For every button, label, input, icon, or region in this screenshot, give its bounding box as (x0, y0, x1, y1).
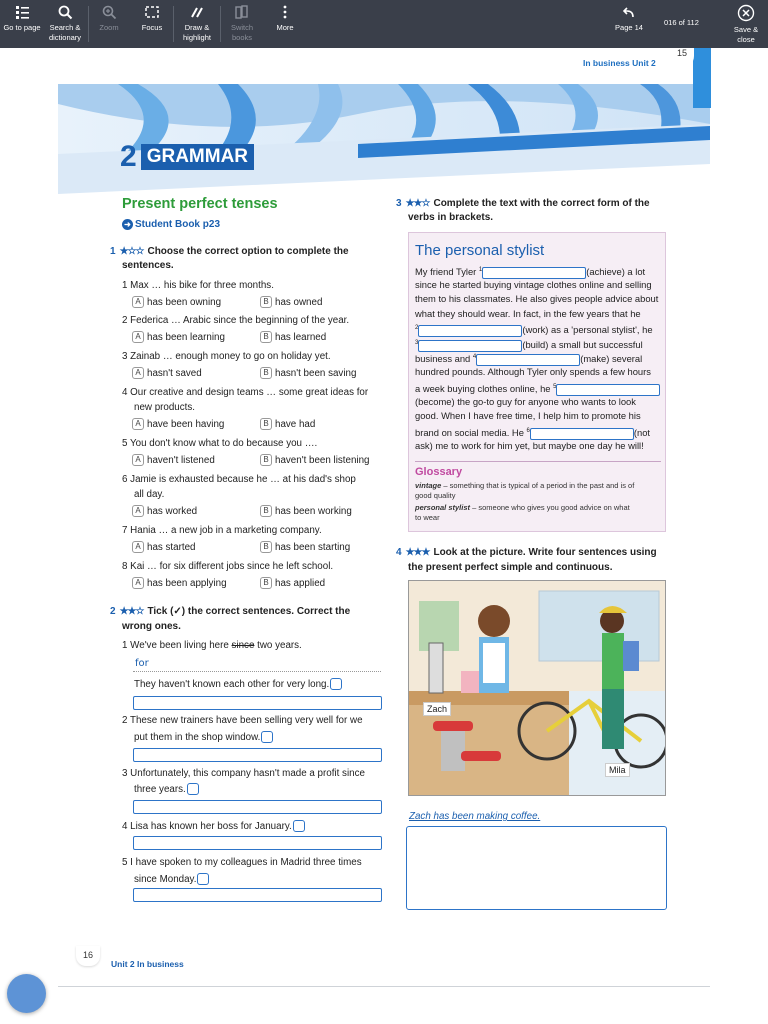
corner-tab (693, 48, 711, 108)
option-letter-a: A (132, 331, 144, 343)
page-count: 016 of 112 (664, 18, 699, 27)
option-letter-a: A (132, 541, 144, 553)
ex2-q3-line2 (134, 783, 199, 797)
ex1-q5-option-b[interactable] (260, 454, 369, 467)
ex3-number: 3 (396, 198, 402, 209)
ex2-example (122, 639, 302, 653)
glossary-entry-2-cont: to wear (415, 513, 440, 522)
student-book-page: p23 (202, 219, 221, 230)
ex3-instruction-line2: verbs in brackets. (408, 212, 494, 223)
option-text: have had (275, 419, 316, 430)
ex2-q1-text: They haven't known each other for very long. (134, 679, 330, 690)
ex2-q3-answer[interactable] (133, 800, 382, 814)
ex2-q4-line1 (122, 820, 305, 834)
ex1-q2-option-a[interactable] (132, 331, 225, 344)
option-letter-b: B (260, 296, 272, 308)
stylist-text: (build) a small but successful (522, 339, 643, 351)
option-letter-b: B (260, 418, 272, 430)
option-letter-a: A (132, 505, 144, 517)
more-icon (277, 4, 293, 20)
ex4-stars: ★★★ (405, 547, 430, 558)
ex1-question-4: 4 Our creative and design teams … some great ideas for (122, 387, 369, 398)
ex1-number: 1 (110, 246, 116, 257)
books-icon (234, 4, 250, 20)
ex2-example-line (133, 671, 381, 672)
option-letter-a: A (132, 367, 144, 379)
stylist-line-8: hundred pounds. Although Tyler only spends a few hours (415, 366, 651, 377)
ex1-instruction: Choose the correct option to complete the (147, 246, 349, 257)
ex1-q6-option-a[interactable] (132, 505, 197, 518)
ex2-number: 2 (110, 606, 116, 617)
gap-number: 5 (553, 384, 557, 390)
draw-highlight-button[interactable] (177, 4, 217, 43)
header-page-number: 15 (670, 46, 694, 68)
ex1-q8-option-b[interactable] (260, 577, 325, 590)
option-text: has been working (275, 506, 352, 517)
ex1-question-5: 5 You don't know what to do because you …. (122, 438, 318, 449)
ex2-example-strike: since (231, 640, 255, 651)
ex2-example-pre: 1 We've been living here (122, 640, 232, 651)
option-text: has learned (275, 332, 327, 343)
ex1-q4-option-b[interactable] (260, 418, 315, 431)
page-divider-bottom (58, 986, 710, 987)
ex1-q2-option-b[interactable] (260, 331, 326, 344)
ex1-stars: ★☆☆ (119, 246, 144, 257)
focus-icon (144, 4, 160, 20)
stylist-line-10: (become) the go-to guy for anyone who wants to look (415, 396, 636, 407)
ex2-q1-answer[interactable] (133, 696, 382, 710)
arrow-right-icon: ➜ (122, 219, 133, 230)
focus-label: Focus (141, 23, 163, 32)
ex2-q2-answer[interactable] (133, 748, 382, 762)
ex2-q3-tick[interactable] (187, 783, 199, 795)
gap-number: 4 (472, 354, 477, 360)
ex2-q3-line1: 3 Unfortunately, this company hasn't made a profit since (122, 768, 365, 779)
save-label-1: Save & (733, 25, 759, 34)
ex2-q5-answer[interactable] (133, 888, 382, 902)
glossary-def: – something that is typical of a period in the past and is of (441, 481, 635, 490)
option-letter-a: A (132, 577, 144, 589)
option-letter-b: B (260, 367, 272, 379)
ex1-q5-option-a[interactable] (132, 454, 215, 467)
ex2-q5-line1: 5 I have spoken to my colleagues in Madrid three times (122, 857, 362, 868)
ex4-heading (396, 546, 666, 560)
option-letter-a: A (132, 454, 144, 466)
stylist-text: business and (415, 353, 473, 365)
ex4-example: Zach has been making coffee. (409, 811, 541, 822)
ex1-question-1: 1 Max … his bike for three months. (122, 280, 274, 291)
stylist-line-3: them to his classmates. He also gives people advice about (415, 293, 659, 304)
save-label-2: close (737, 35, 755, 44)
glossary-term: vintage (415, 481, 442, 490)
ex1-heading (110, 245, 380, 259)
floating-action-button[interactable] (7, 974, 46, 1013)
grammar-number: 2 (120, 140, 137, 173)
top-toolbar (0, 0, 768, 48)
ex1-q1-option-b[interactable] (260, 296, 322, 309)
ex1-question-7: 7 Hania … a new job in a marketing company. (122, 525, 322, 536)
stylist-text: (work) as a 'personal stylist', he (522, 324, 653, 336)
glossary-entry-2 (415, 503, 630, 513)
option-letter-b: B (260, 505, 272, 517)
ex2-example-post: two years. (254, 640, 302, 651)
search-dictionary-button[interactable] (44, 4, 86, 43)
zoom-label: Zoom (99, 23, 119, 32)
option-letter-a: A (132, 418, 144, 430)
ex2-heading (110, 605, 380, 619)
pen-icon (189, 4, 205, 20)
option-letter-b: B (260, 577, 272, 589)
ex2-q1-tick[interactable] (330, 678, 342, 690)
stylist-title: The personal stylist (415, 242, 545, 259)
gap-1-input[interactable] (482, 267, 586, 279)
stylist-text: a week buying clothes online, he (415, 383, 554, 395)
ex2-instruction-line2: wrong ones. (122, 621, 181, 632)
glossary-term: personal stylist (415, 503, 471, 512)
go-to-page-button[interactable] (2, 4, 42, 33)
toolbar-separator (88, 6, 89, 42)
stylist-text: (not (633, 427, 651, 439)
ex1-question-6: 6 Jamie is exhausted because he … at his dad's shop (122, 474, 356, 485)
ex4-illustration (408, 580, 666, 796)
search-label-1: Search & (49, 23, 81, 32)
go-to-page-label: Go to page (3, 23, 41, 32)
grammar-banner-swirl (58, 84, 710, 194)
ex2-q5-tick[interactable] (197, 873, 209, 885)
ex2-q4-text: 4 Lisa has known her boss for January. (122, 821, 292, 832)
gap-number: 6 (526, 428, 530, 434)
gap-number: 2 (415, 325, 419, 331)
grammar-word: GRAMMAR (141, 144, 254, 170)
label-mila: Mila (605, 763, 630, 777)
stylist-line-2: since he started buying vintage clothes online and selling (415, 279, 652, 290)
ex3-instruction: Complete the text with the correct form of the (433, 198, 650, 209)
label-zach: Zach (423, 702, 451, 716)
ex1-question-3: 3 Zainab … enough money to go on holiday yet. (122, 351, 331, 362)
option-text: has started (147, 542, 196, 553)
ex2-q2-text: put them in the shop window. (134, 732, 261, 743)
ex1-question-4-cont: new products. (134, 402, 195, 413)
gap-4-input[interactable] (476, 354, 580, 366)
close-circle-icon (737, 4, 755, 22)
ex1-q1-option-a[interactable] (132, 296, 221, 309)
option-text: has been learning (147, 332, 225, 343)
ex2-q2-tick[interactable] (261, 731, 273, 743)
stylist-line-13: ask) me to work for him yet, but maybe one day he will! (415, 440, 644, 451)
stylist-line-4: what they should wear. In fact, in the few years that he (415, 308, 641, 319)
ex2-example-correction: for (135, 658, 149, 669)
toolbar-separator (220, 6, 221, 42)
ex3-heading (396, 197, 666, 211)
search-label-2: dictionary (48, 33, 82, 42)
ex2-q1-sentence (134, 678, 342, 692)
option-letter-b: B (260, 454, 272, 466)
glossary-entry-1-cont: good quality (415, 491, 456, 500)
ex3-stars: ★★☆ (405, 198, 430, 209)
glossary-divider (415, 461, 661, 462)
option-letter-b: B (260, 541, 272, 553)
stylist-text: (make) several (580, 353, 643, 365)
ex4-instruction: Look at the picture. Write four sentences using (433, 547, 657, 558)
option-letter-b: B (260, 331, 272, 343)
stylist-line-11: good. When I have free time, I help him to promote his (415, 410, 641, 421)
ex1-q3-option-b[interactable] (260, 367, 356, 380)
header-unit: In business Unit 2 (583, 58, 656, 68)
ex1-q6-option-b[interactable] (260, 505, 352, 518)
option-text: has been starting (275, 542, 351, 553)
zoom-icon (101, 4, 117, 20)
switch-label-2: books (231, 33, 252, 42)
ex1-q4-option-a[interactable] (132, 418, 224, 431)
ex2-q3-text: three years. (134, 784, 186, 795)
draw-label-2: highlight (183, 33, 211, 42)
footer-unit: Unit 2 In business (111, 959, 184, 969)
search-icon (57, 4, 73, 20)
option-text: hasn't saved (147, 368, 202, 379)
glossary-def: – someone who gives you good advice on what (470, 503, 630, 512)
ex1-instruction-line2: sentences. (122, 260, 174, 271)
ex1-question-6-cont: all day. (134, 489, 165, 500)
ex1-q3-option-a[interactable] (132, 367, 202, 380)
ex2-q4-answer[interactable] (133, 836, 382, 850)
draw-label-1: Draw & (184, 23, 210, 32)
gap-number: 1 (478, 267, 483, 273)
ex4-instruction-line2: the present perfect simple and continuous. (408, 562, 613, 573)
stylist-text: My friend Tyler (415, 266, 479, 278)
back-arrow-icon (621, 4, 637, 20)
page-back-button[interactable] (608, 4, 650, 33)
ex2-q5-line2 (134, 873, 209, 887)
option-text: has applied (275, 578, 326, 589)
ex1-q7-option-b[interactable] (260, 541, 350, 554)
option-text: have been having (147, 419, 225, 430)
glossary-entry-1 (415, 481, 634, 491)
option-text: haven't been listening (275, 455, 370, 466)
section-title: Present perfect tenses (122, 196, 278, 212)
option-text: has owned (275, 297, 323, 308)
option-text: haven't listened (147, 455, 215, 466)
save-close-button[interactable] (726, 4, 766, 45)
ex4-number: 4 (396, 547, 402, 558)
option-text: has worked (147, 506, 198, 517)
ex1-q8-option-a[interactable] (132, 577, 227, 590)
option-text: has been owning (147, 297, 222, 308)
gap-number: 3 (415, 340, 419, 346)
footer-page-number: 16 (76, 946, 100, 966)
list-icon (14, 4, 30, 20)
option-text: has been applying (147, 578, 227, 589)
ex1-question-8: 8 Kai … for six different jobs since he left school. (122, 561, 334, 572)
ex1-q7-option-a[interactable] (132, 541, 195, 554)
switch-books-button[interactable] (224, 4, 260, 43)
student-book-link[interactable] (122, 219, 220, 230)
toolbar-separator (173, 6, 174, 42)
student-book-label: Student Book (135, 219, 200, 230)
zoom-button[interactable] (92, 4, 126, 33)
stylist-text: (achieve) a lot (586, 266, 646, 278)
option-text: hasn't been saving (275, 368, 357, 379)
gap-2-input[interactable] (418, 325, 522, 337)
ex1-question-2: 2 Federica … Arabic since the beginning of the year. (122, 315, 350, 326)
focus-button[interactable] (135, 4, 169, 33)
switch-label-1: Switch (230, 23, 254, 32)
ex2-q5-text: since Monday. (134, 874, 197, 885)
ex2-q4-tick[interactable] (293, 820, 305, 832)
ex2-stars: ★★☆ (119, 606, 144, 617)
page-back-label: Page 14 (615, 23, 643, 32)
gap-6-input[interactable] (530, 428, 634, 440)
ex2-q2-line1: 2 These new trainers have been selling very well for we (122, 715, 363, 726)
stylist-text: brand on social media. He (415, 427, 527, 439)
ex2-q2-line2 (134, 731, 273, 745)
glossary-title: Glossary (415, 466, 463, 478)
option-letter-a: A (132, 296, 144, 308)
more-button[interactable] (268, 4, 302, 33)
ex2-instruction: Tick (✓) the correct sentences. Correct the (147, 606, 351, 617)
ex4-answer-box[interactable] (406, 826, 667, 910)
more-label: More (276, 23, 294, 32)
grammar-heading (120, 140, 254, 174)
gap-5-input[interactable] (556, 384, 660, 396)
